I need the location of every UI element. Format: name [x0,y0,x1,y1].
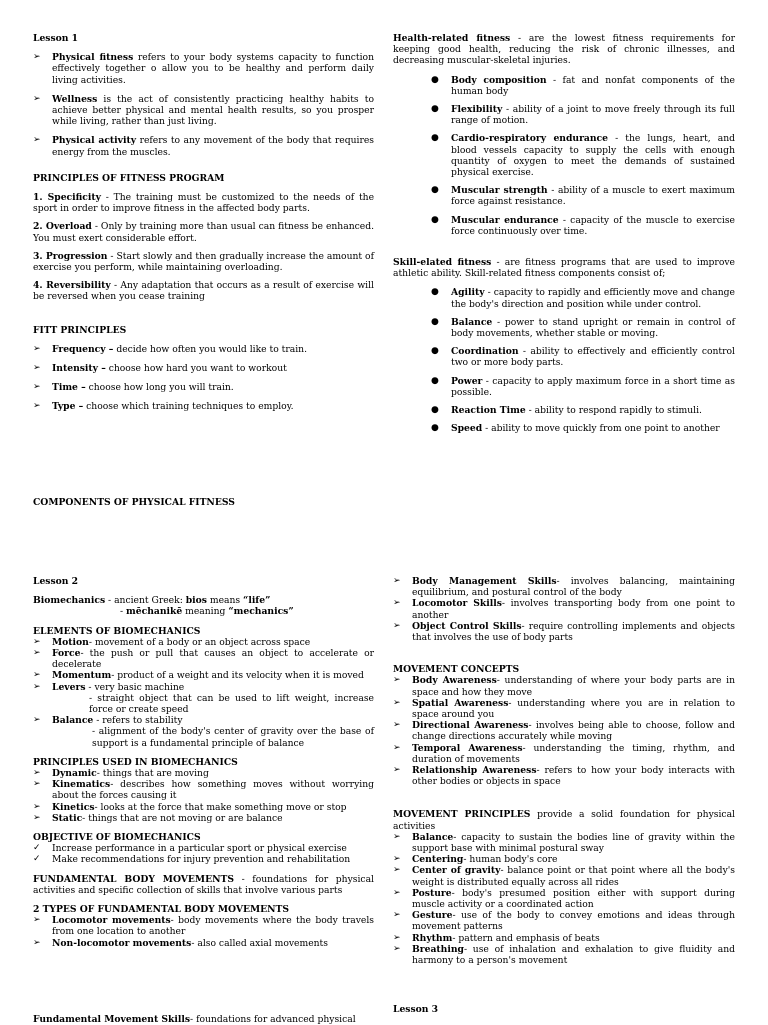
fitt-list [33,344,374,413]
movement-concepts-list [393,675,735,787]
list-item: ➢ Body Management Skills- involves balancing, maintaining equilibrium, and postural control of the body [393,576,735,598]
list-item: ➢ Force- the push or pull that causes an object to accelerate or decelerate [33,648,374,670]
list-item: ✓ Increase performance in a particular sport or physical exercise [33,843,374,854]
movement-principles-intro: MOVEMENT PRINCIPLES provide a solid foundation for physical activities [393,809,735,832]
list-item: 3. Progression - Start slowly and then gradually increase the amount of exercise you perform, while maintaining overloading. [33,250,374,274]
list-item: ➢ Center of gravity- balance point or that point where all the body's weight is distributed equally across all rides [393,865,735,887]
types-heading: 2 TYPES OF FUNDAMENTAL BODY MOVEMENTS [33,904,290,916]
list-item: ➢ Gesture- use of the body to convey emotions and ideas through movement patterns [393,910,735,932]
list-item: ● Muscular strength - ability of a muscle to exert maximum force against resistance. [393,185,735,207]
biomech-principles-list [33,768,374,824]
page-1-left-column [33,33,375,508]
list-item: 1. Specificity - The training must be customized to the needs of the sport in order to improve fitness in the affected body parts. [33,192,375,215]
list-item: ➢ Locomotor Skills- involves transporting body from one point to another [393,598,735,620]
list-item: ➢ Intensity – choose how hard you want to workout [33,363,374,374]
list-item: ➢ Balance - refers to stability - alignment of the body's center of gravity over the base of support is a fundamental principle of balance [33,715,374,749]
skill-related-intro: Skill-elated fitness - are fitness programs that are used to improve athletic ability. Skill-related fitness components consist of; [393,257,735,280]
list-item: ➢ Breathing- use of inhalation and exhalation to give fluidity and harmony to a person's movement [393,944,735,966]
list-item: ➢ Centering- human body's core [393,854,735,865]
principles-heading: PRINCIPLES OF FITNESS PROGRAM [33,172,225,184]
list-item: ➢ Temporal Awareness- understanding the timing, rhythm, and duration of movements [393,743,735,765]
list-item: ➢ Balance- capacity to sustain the bodies line of gravity within the support base with minimal postural sway [393,832,735,854]
list-item: ➢ Kinetics- looks at the force that make something move or stop [33,802,374,813]
list-item: ➢ Time – choose how long you will train. [33,382,374,393]
health-related-intro: Health-related fitness - are the lowest fitness requirements for keeping good health, reducing the risk of chronic illnesses, and decreasing muscular-skeletal injuries. [393,33,736,67]
list-item: ➢ Motion- movement of a body or an object across space [33,637,374,648]
health-related-list [393,75,735,237]
lesson-3-title: Lesson 3 [393,1004,439,1015]
components-heading: COMPONENTS OF PHYSICAL FITNESS [33,497,235,508]
list-item: ➢ Dynamic- things that are moving [33,768,374,779]
list-item: ➢ Levers - very basic machine - straight object that can be used to lift weight, increase force or create speed [33,682,374,716]
balance-sub-definition: - alignment of the body's center of gravity over the base of support is a fundamental principle of balance [92,726,374,749]
list-item: ➢ Relationship Awareness- refers to how your body interacts with other bodies or objects in space [393,765,735,787]
list-item: ➢ Type – choose which training techniques to employ. [33,401,374,412]
list-item: ● Reaction Time - ability to respond rapidly to stimuli. [393,405,735,416]
list-item: ➢ Wellness is the act of consistently practicing healthy habits to achieve better physical and mental health results, so you prosper while living, rather than just living. [33,94,374,128]
movement-concepts-heading: MOVEMENT CONCEPTS [393,664,520,676]
list-item: 2. Overload - Only by training more than usual can fitness be enhanced. You must exert considerable effort. [33,221,374,244]
list-item: ● Coordination - ability to effectively and efficiently control two or more body parts. [393,346,735,368]
levers-sub-definition: - straight object that can be used to lift weight, increase force or create speed [89,692,374,716]
types-list [33,915,374,949]
page-1-right-column [393,33,735,441]
list-item: 4. Reversibility - Any adaptation that occurs as a result of exercise will be reversed when you cease training [33,280,374,303]
elements-list [33,637,374,749]
biomech-principles-heading: PRINCIPLES USED IN BIOMECHANICS [33,756,238,768]
objective-list [33,843,374,865]
skill-related-list [393,287,735,434]
list-item: ➢ Object Control Skills- require controlling implements and objects that involves the use of body parts [393,621,735,643]
page-1 [0,0,768,512]
principles-list [33,192,374,303]
lesson-2-title: Lesson 2 [33,576,79,587]
list-item: ➢ Frequency – decide how often you would like to train. [33,344,374,355]
objective-heading: OBJECTIVE OF BIOMECHANICS [33,832,201,844]
lesson-1-list [33,52,374,158]
page-2-left-column [33,576,374,1025]
list-item: ➢ Directional Awareness- involves being able to choose, follow and change directions accurately while moving [393,720,735,742]
list-item: ● Cardio-respiratory endurance - the lungs, heart, and blood vessels capacity to supply the cells with enough quantity of oxygen to meet the demands of sustained physical exercise. [393,133,735,178]
elements-heading: ELEMENTS OF BIOMECHANICS [33,625,201,637]
list-item: ➢ Kinematics- describes how something moves without worrying about the forces causing it [33,779,374,801]
fundamental-body-movements: FUNDAMENTAL BODY MOVEMENTS - foundations for physical activities and specific collection of skills that involve various parts [33,873,374,896]
list-item: ➢ Physical fitness refers to your body systems capacity to function effectively together o allow you to be healthy and perform daily living activities. [33,52,374,86]
lesson-1-title: Lesson 1 [33,33,79,44]
skills-list [393,576,735,643]
list-item: ➢ Locomotor movements- body movements where the body travels from one location to another [33,915,374,937]
list-item: ● Speed - ability to move quickly from one point to another [393,423,735,434]
list-item: ➢ Non-locomotor movements- also called axial movements [33,938,374,949]
list-item: ➢ Momentum- product of a weight and its velocity when it is moved [33,670,374,681]
list-item: ➢ Spatial Awareness- understanding where you are in relation to space around you [393,698,735,720]
page-2 [0,512,768,1024]
biomechanics-definition-line-2: - mēchanikē meaning “mechanics” [120,606,294,618]
movement-principles-list [393,832,735,966]
fundamental-movement-skills: Fundamental Movement Skills- foundations for advanced physical [33,1014,356,1025]
list-item: ● Muscular endurance - capacity of the muscle to exercise force continuously over time. [393,215,735,237]
list-item: ● Body composition - fat and nonfat components of the human body [393,75,735,97]
fitt-heading: FITT PRINCIPLES [33,324,127,336]
list-item: ➢ Posture- body's presumed position either with support during muscle activity or a coordinated action [393,888,735,910]
list-item: ➢ Body Awareness- understanding of where your body parts are in space and how they move [393,675,735,697]
biomechanics-definition: Biomechanics - ancient Greek: bios means “life” [33,595,271,607]
list-item: ✓ Make recommendations for injury prevention and rehabilitation [33,854,374,865]
list-item: ➢ Physical activity refers to any movement of the body that requires energy from the muscles. [33,135,374,157]
page-2-right-column [393,576,736,1015]
list-item: ➢ Static- things that are not moving or are balance [33,813,374,824]
list-item: ● Balance - power to stand upright or remain in control of body movements, whether stable or moving. [393,317,735,339]
list-item: ● Agility - capacity to rapidly and efficiently move and change the body's direction and position while under control. [393,287,735,309]
list-item: ➢ Rhythm- pattern and emphasis of beats [393,933,735,944]
list-item: ● Power - capacity to apply maximum force in a short time as possible. [393,376,735,398]
list-item: ● Flexibility - ability of a joint to move freely through its full range of motion. [393,104,735,126]
